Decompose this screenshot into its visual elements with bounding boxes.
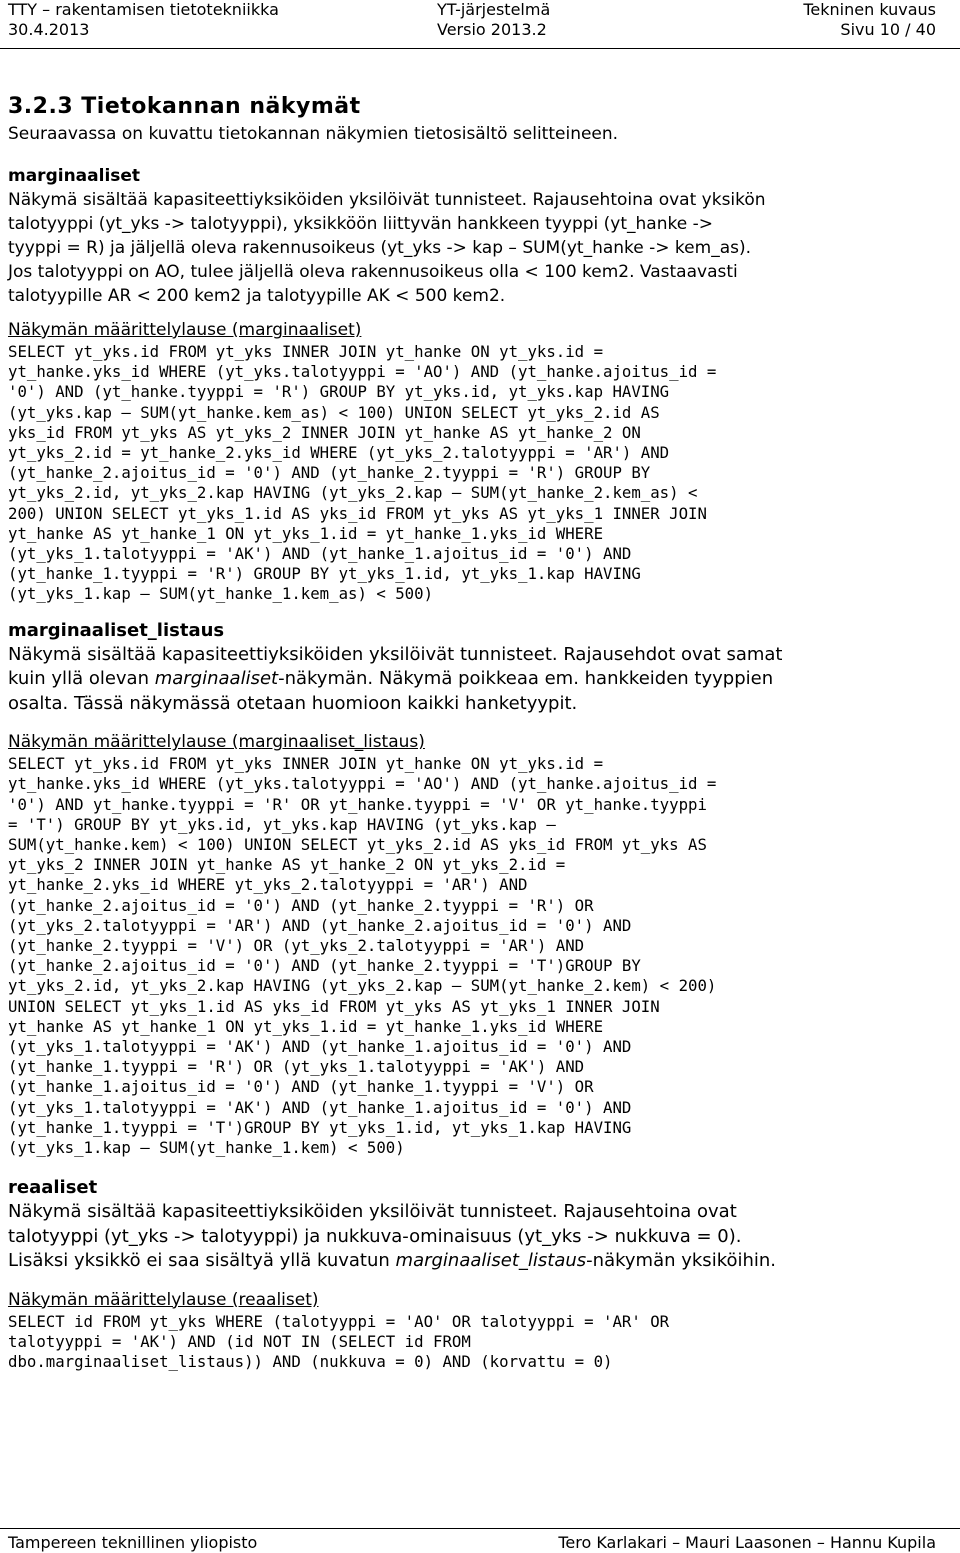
page-footer: [0, 1528, 960, 1553]
definition-label-reaaliset: Näkymän määrittelylause (reaaliset): [8, 1289, 319, 1310]
header-system: YT-järjestelmä: [437, 0, 551, 19]
view-reference: marginaaliset_listaus: [395, 1250, 587, 1272]
section-intro: Seuraavassa on kuvattu tietokannan näkymien tietosisältö selitteineen.: [8, 124, 619, 144]
view-description-marginaaliset-listaus: Näkymä sisältää kapasiteettiyksiköiden yksilöivät tunnisteet. Rajausehdot ovat samat kuin yllä olevan marginaaliset-näkymän. Näkymä poikkeaa em. hankkeiden tyyppien osalta. Tässä näkymässä otetaan huomioon kaikki hanketyypit.: [8, 643, 783, 714]
view-description-marginaaliset: Näkymä sisältää kapasiteettiyksiköiden yksilöivät tunnisteet. Rajausehtoina ovat yksikön talotyyppi (yt_yks -> talotyyppi), yksikköön liittyvän hankkeen tyyppi (yt_hanke -> tyyppi = R) ja jäljellä oleva rakennusoikeus (yt_yks -> kap – SUM(yt_hanke -> kem_as). Jos talotyyppi on AO, tulee jäljellä oleva rakennusoikeus olla < 100 kem2. Vastaavasti talotyypille AR < 200 kem2 ja talotyypille AK < 500 kem2.: [8, 190, 766, 306]
section-title: 3.2.3 Tietokannan näkymät: [8, 94, 361, 119]
view-reference: marginaaliset: [154, 668, 279, 690]
footer-authors: Tero Karlakari – Mauri Laasonen – Hannu Kupila: [558, 1533, 936, 1552]
page-header: [0, 0, 960, 49]
footer-university: Tampereen teknillinen yliopisto: [8, 1533, 258, 1552]
header-org: TTY – rakentamisen tietotekniikka: [8, 0, 279, 19]
header-version: Versio 2013.2: [437, 20, 547, 39]
sql-marginaaliset-listaus: SELECT yt_yks.id FROM yt_yks INNER JOIN yt_hanke ON yt_yks.id = yt_hanke.yks_id WHERE (yt_yks.talotyyppi = 'AO') AND (yt_hanke.ajoitus_id = '0') AND yt_hanke.tyyppi = 'R' OR yt_hanke.tyyppi = 'V' OR yt_hanke.tyyppi = 'T') GROUP BY yt_yks.id, yt_yks.kap HAVING (yt_yks.kap – SUM(yt_hanke.kem) < 100) UNION SELECT yt_yks_2.id AS yks_id FROM yt_yks AS yt_yks_2 INNER JOIN yt_hanke AS yt_hanke_2 ON yt_yks_2.id = yt_hanke_2.yks_id WHERE yt_yks_2.talotyyppi = 'AR') AND (yt_hanke_2.ajoitus_id = '0') AND (yt_hanke_2.tyyppi = 'R') OR (yt_yks_2.talotyyppi = 'AR') AND (yt_hanke_2.ajoitus_id = '0') AND (yt_hanke_2.tyyppi = 'V') OR (yt_yks_2.talotyyppi = 'AR') AND (yt_hanke_2.ajoitus_id = '0') AND (yt_hanke_2.tyyppi = 'T')GROUP BY yt_yks_2.id, yt_yks_2.kap HAVING (yt_yks_2.kap – SUM(yt_hanke_2.kem) < 200) UNION SELECT yt_yks_1.id AS yks_id FROM yt_yks AS yt_yks_1 INNER JOIN yt_hanke AS yt_hanke_1 ON yt_yks_1.id = yt_hanke_1.yks_id WHERE (yt_yks_1.talotyyppi = 'AK') AND (yt_hanke_1.ajoitus_id = '0') AND (yt_hanke_1.tyyppi = 'R') OR (yt_yks_1.talotyyppi = 'AK') AND (yt_hanke_1.ajoitus_id = '0') AND (yt_hanke_1.tyyppi = 'V') OR (yt_yks_1.talotyyppi = 'AK') AND (yt_hanke_1.ajoitus_id = '0') AND (yt_hanke_1.tyyppi = 'T')GROUP BY yt_yks_1.id, yt_yks_1.kap HAVING (yt_yks_1.kap – SUM(yt_hanke_1.kem) < 500): [8, 754, 717, 1157]
view-title-marginaaliset-listaus: marginaaliset_listaus: [8, 619, 225, 641]
sql-marginaaliset: SELECT yt_yks.id FROM yt_yks INNER JOIN yt_hanke ON yt_yks.id = yt_hanke.yks_id WHERE (yt_yks.talotyyppi = 'AO') AND (yt_hanke.ajoitus_id = '0') AND (yt_hanke.tyyppi = 'R') GROUP BY yt_yks.id, yt_yks.kap HAVING (yt_yks.kap – SUM(yt_hanke.kem_as) < 100) UNION SELECT yt_yks_2.id AS yks_id FROM yt_yks AS yt_yks_2 INNER JOIN yt_hanke AS yt_hanke_2 ON yt_yks_2.id = yt_hanke_2.yks_id WHERE (yt_yks_2.talotyyppi = 'AR') AND (yt_hanke_2.ajoitus_id = '0') AND (yt_hanke_2.tyyppi = 'R') GROUP BY yt_yks_2.id, yt_yks_2.kap HAVING (yt_yks_2.kap – SUM(yt_hanke_2.kem_as) < 200) UNION SELECT yt_yks_1.id AS yks_id FROM yt_yks AS yt_yks_1 INNER JOIN yt_hanke AS yt_hanke_1 ON yt_yks_1.id = yt_hanke_1.yks_id WHERE (yt_yks_1.talotyyppi = 'AK') AND (yt_hanke_1.ajoitus_id = '0') AND (yt_hanke_1.tyyppi = 'R') GROUP BY yt_yks_1.id, yt_yks_1.kap HAVING (yt_yks_1.kap – SUM(yt_hanke_1.kem_as) < 500): [8, 342, 717, 604]
sql-reaaliset: SELECT id FROM yt_yks WHERE (talotyyppi = 'AO' OR talotyyppi = 'AR' OR talotyyppi = 'AK') AND (id NOT IN (SELECT id FROM dbo.marginaaliset_listaus)) AND (nukkuva = 0) AND (korvattu = 0): [8, 1311, 670, 1372]
header-doc-type: Tekninen kuvaus: [803, 0, 936, 19]
view-description-reaaliset: Näkymä sisältää kapasiteettiyksiköiden yksilöivät tunnisteet. Rajausehtoina ovat talotyyppi (yt_yks -> talotyyppi) ja nukkuva-ominaisuus (yt_yks -> nukkuva = 0). Lisäksi yksikkö ei saa sisältyä yllä kuvatun marginaaliset_listaus-näkymän yksiköihin.: [8, 1201, 777, 1272]
definition-label-marginaaliset: Näkymän määrittelylause (marginaaliset): [8, 320, 362, 340]
view-title-reaaliset: reaaliset: [8, 1177, 98, 1199]
header-page-number: Sivu 10 / 40: [840, 20, 936, 39]
document-body: [8, 92, 944, 1372]
definition-label-marginaaliset-listaus: Näkymän määrittelylause (marginaaliset_listaus): [8, 732, 425, 753]
header-date: 30.4.2013: [8, 20, 90, 39]
view-title-marginaaliset: marginaaliset: [8, 166, 141, 186]
